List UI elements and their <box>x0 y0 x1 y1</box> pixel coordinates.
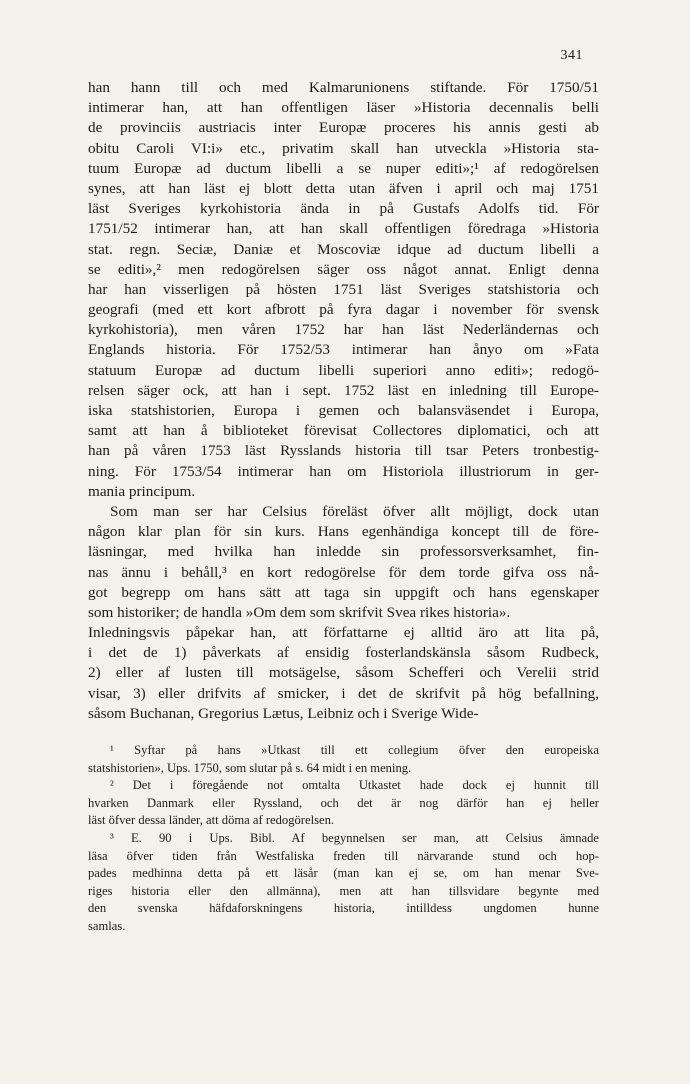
body-line: någon klar plan för sin kurs. Hans egenhändiga koncept till de före- <box>88 523 599 541</box>
body-line: stat. regn. Seciæ, Daniæ et Moscoviæ idque ad ductum libelli a <box>88 240 599 258</box>
body-line: läsningar, med hvilka han inledde sin professorsverksamhet, fin- <box>88 543 599 561</box>
body-line: nas ännu i behåll,³ en kort redogörelse för dem torde gifva oss nå- <box>88 563 599 581</box>
body-line: i det de 1) påverkats af ensidig fosterlandskänsla såsom Rudbeck, <box>88 644 599 662</box>
body-line: kyrkohistoria), men våren 1752 har han läst Nederländernas och <box>88 321 599 339</box>
body-line: har han visserligen på hösten 1751 läst Sveriges statshistoria och <box>88 280 599 298</box>
body-line: Englands historia. För 1752/53 intimerar han ånyo om »Fata <box>88 341 599 359</box>
body-line: intimerar han, att han offentligen läser »Historia decennalis belli <box>88 99 599 117</box>
footnote-line: ² Det i föregående not omtalta Utkastet hade dock ej hunnit till <box>110 778 599 793</box>
body-line: got begrepp om hans sätt att taga sin uppgift och hans egenskaper <box>88 583 599 601</box>
footnote-line: läsa öfver tiden från Westfaliska freden till närvarande stund och hop- <box>88 848 599 863</box>
footnote-line: statshistorien», Ups. 1750, som slutar på s. 64 midt i en mening. <box>88 760 412 775</box>
body-text <box>88 78 599 724</box>
body-line: såsom Buchanan, Gregorius Lætus, Leibniz och i Sverige Wide- <box>88 704 479 722</box>
body-line: tuum Europæ ad ductum libelli a se nuper editi»;¹ af redogörelsen <box>88 159 599 177</box>
body-line: han hann till och med Kalmarunionens stiftande. För 1750/51 <box>88 79 599 96</box>
body-line: obitu Caroli VI:i» etc., privatim skall han utveckla »Historia sta- <box>88 139 599 157</box>
body-line: samt att han å biblioteket förevisat Collectores diplomatici, och att <box>88 422 599 440</box>
footnote-line: samlas. <box>88 918 126 933</box>
footnote-line: ³ E. 90 i Ups. Bibl. Af begynnelsen ser man, att Celsius ämnade <box>110 830 599 845</box>
body-line: han på våren 1753 läst Rysslands historia till tsar Peters tronbestig- <box>88 442 599 460</box>
page-number: 341 <box>560 48 583 63</box>
footnote-line: läst öfver dessa länder, att döma af redogörelsen. <box>88 813 335 828</box>
body-line: visar, 3) eller drifvits af smicker, i det de skrifvit på hög befallning, <box>88 684 599 702</box>
footnote-line: riges historia eller den allmänna), men att han tillsvidare begynte med <box>88 883 599 898</box>
footnote-line: den svenska häfdaforskningens historia, intilldess ungdomen hunne <box>88 901 599 916</box>
body-line: mania principum. <box>88 482 196 500</box>
body-line: 2) eller af lusten till motsägelse, såsom Schefferi och Verelii strid <box>88 664 599 682</box>
body-line: ning. För 1753/54 intimerar han om Historiola illustriorum in ger- <box>88 462 599 480</box>
footnotes <box>88 742 599 936</box>
body-line: de provinciis austriacis inter Europæ proceres his annis gesti ab <box>88 119 599 137</box>
body-line: Inledningsvis påpekar han, att författarne ej alltid äro att lita på, <box>88 624 599 642</box>
body-line: se editi»,² men redogörelsen säger oss något annat. Enligt denna <box>88 260 599 278</box>
body-line: läst Sveriges kyrkohistoria ända in på Gustafs Adolfs tid. För <box>88 200 599 218</box>
body-line: synes, att han läst ej blott detta utan äfven i april och maj 1751 <box>88 179 599 197</box>
body-line: som historiker; de handla »Om dem som skrifvit Svea rikes historia». <box>88 603 511 621</box>
body-line: 1751/52 intimerar han, att han skall offentligen föredraga »Historia <box>88 220 599 238</box>
footnote-line: hvarken Danmark eller Ryssland, och det är nog därför han ej heller <box>88 795 599 810</box>
body-line: Som man ser har Celsius föreläst öfver allt möjligt, dock utan <box>110 502 599 520</box>
footnote-line: ¹ Syftar på hans »Utkast till ett collegium öfver den europeiska <box>110 743 599 757</box>
body-line: iska statshistorien, Europa i gemen och balansväsendet i Europa, <box>88 402 599 419</box>
body-line: relsen säger ock, att han i sept. 1752 läst en inledning till Europe- <box>88 381 599 399</box>
body-line: geografi (med ett kort afbrott på fyra dagar i november för svensk <box>88 301 599 319</box>
body-line: statuum Europæ ad ductum libelli superiori anno editi»; redogö- <box>88 361 599 379</box>
footnote-line: pades medhinna detta på ett läsår (man kan ej se, om han menar Sve- <box>88 866 599 881</box>
